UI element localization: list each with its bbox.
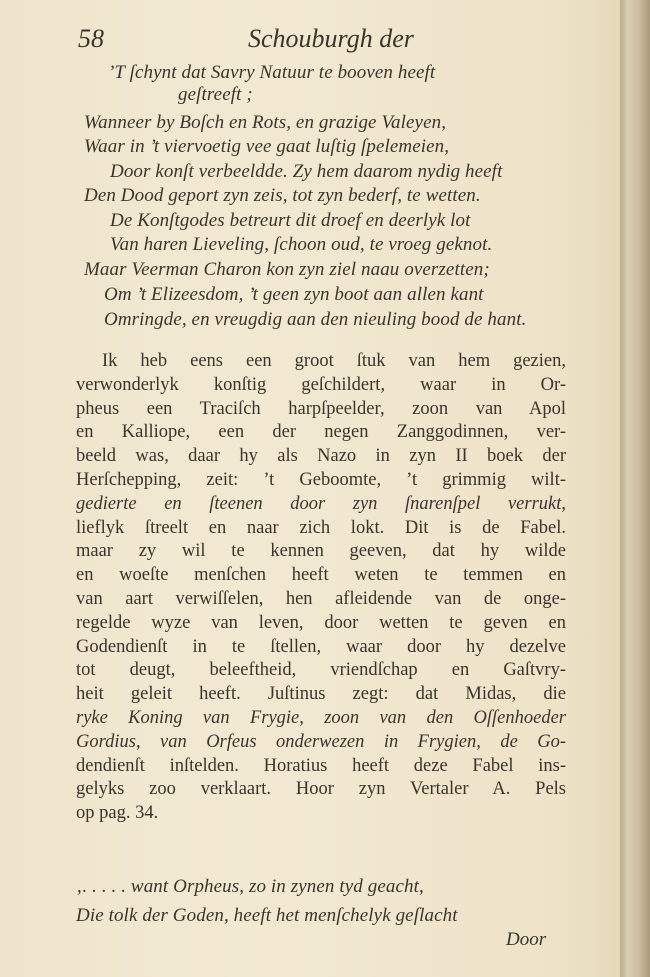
prose-line: lieflyk ſtreelt en naar zich lokt. Dit is de Fabel. (76, 517, 566, 538)
verse-line: Om ’t Elizeesdom, ’t geen zyn boot aan allen kant (104, 284, 484, 305)
verse-line: Omringde, en vreugdig aan den nieuling bood de hant. (104, 309, 527, 330)
verse-line: geſtreeft ; (178, 84, 253, 105)
prose-line: Gordius, van Orfeus onderwezen in Frygien, de Go- (76, 731, 566, 752)
prose-line: Herſchepping, zeit: ’t Geboomte, ’t grimmig wilt- (76, 469, 566, 490)
verse-line: Die tolk der Goden, heeft het menſchelyk geſlacht (76, 905, 458, 926)
verse-line: Waar in ’t viervoetig vee gaat luſtig ſpelemeien, (84, 136, 450, 157)
verse-line: ‚. . . . . want Orpheus, zo in zynen tyd geacht, (76, 876, 424, 897)
prose-line: heit geleit heeft. Juſtinus zegt: dat Midas, die (76, 684, 566, 705)
prose-line: en Kalliope, een der negen Zanggodinnen, ver- (76, 422, 566, 443)
prose-line: gedierte en ſteenen door zyn ſnarenſpel verrukt, (76, 493, 566, 514)
prose-line: pheus een Traciſch harpſpeelder, zoon van Apol (76, 398, 566, 419)
catchword: Door (506, 929, 547, 950)
prose-line: en woeſte menſchen heeft weten te temmen en (76, 565, 566, 586)
prose-line: gelyks zoo verklaart. Hoor zyn Vertaler A. Pels (76, 779, 566, 800)
verse-line: Door konſt verbeeldde. Zy hem daarom nydig heeft (110, 161, 503, 182)
page-number: 58 (78, 24, 104, 53)
verse-line: Wanneer by Boſch en Rots, en grazige Valeyen, (84, 112, 447, 133)
prose-line: maar zy wil te kennen geeven, dat hy wilde (76, 541, 566, 562)
prose-line: van aart verwiſſelen, hen afleidende van de onge- (76, 588, 566, 609)
prose-line: tot deugt, beleeftheid, vriendſchap en Gaſtvry- (76, 660, 566, 681)
prose-line: ryke Koning van Frygie, zoon van den Oſſenhoeder (76, 707, 566, 728)
prose-line: Godendienſt in te ſtellen, waar door hy dezelve (76, 636, 566, 657)
prose-paragraph (76, 350, 566, 826)
prose-line: beeld was, daar hy als Nazo in zyn II boek der (76, 446, 566, 467)
verse-line: Maar Veerman Charon kon zyn ziel naau overzetten; (84, 259, 490, 280)
page-edge (620, 0, 650, 977)
running-title: Schouburgh der (248, 24, 414, 53)
prose-line: dendienſt inſtelden. Horatius heeft deze Fabel ins- (76, 755, 566, 776)
verse-line: De Konſtgodes betreurt dit droef en deerlyk lot (110, 210, 471, 231)
prose-line: verwonderlyk konſtig geſchildert, waar in Or- (76, 374, 566, 395)
prose-line: op pag. 34. (76, 803, 159, 824)
prose-line: regelde wyze van leven, door wetten te geven en (76, 612, 566, 633)
verse-line: Van haren Lieveling, ſchoon oud, te vroeg geknot. (110, 234, 493, 255)
verse-line: ’T ſchynt dat Savry Natuur te booven heeft (108, 62, 436, 83)
prose-line: Ik heb eens een groot ſtuk van hem gezien, (102, 351, 566, 371)
verse-line: Den Dood geport zyn zeis, tot zyn bederf, te wetten. (84, 185, 481, 206)
page-header (78, 20, 568, 56)
